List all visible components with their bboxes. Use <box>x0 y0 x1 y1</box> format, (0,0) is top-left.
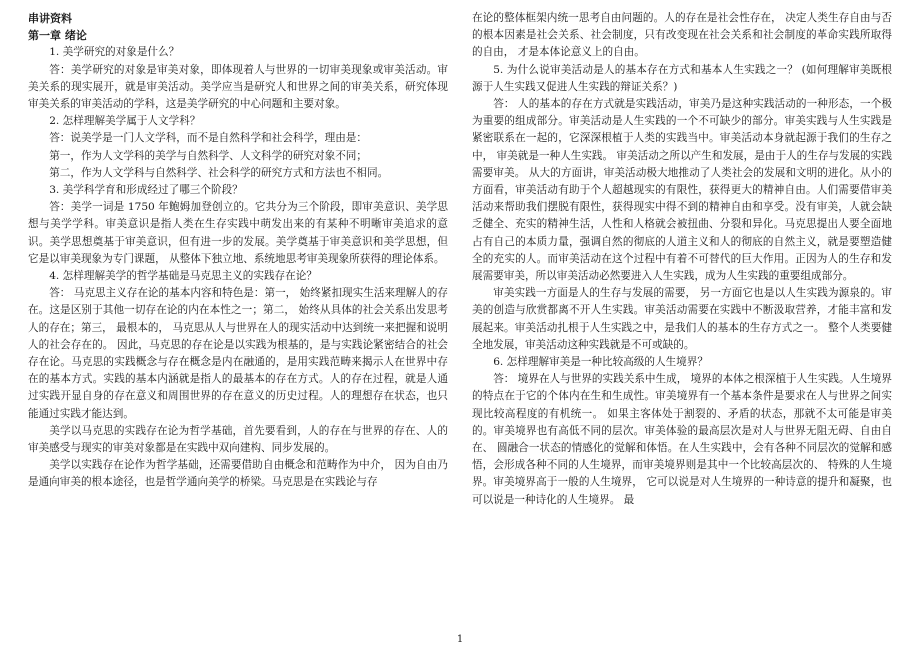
series-title: 串讲资料 <box>28 12 72 25</box>
answer-4-para-2: 美学以马克思的实践存在论为哲学基础，首先要看到，人的存在与世界的存在、人的审美感受与现实的审美对象都是在实践中双向建构、同步发展的。 <box>28 424 448 455</box>
right-column <box>472 10 892 509</box>
answer-3: 答：美学一词是 1750 年鲍姆加登创立的。它共分为三个阶段，即审美意识、美学思想与美学学科。审美意识是指人类在生存实践中萌发出来的有某种不明晰审美追求的意识。美学思想奠基于审美意识，但有进一步的发展。美学奠基于审美意识和美学思想，但它是以审美现象为专门课题， 从整体下独立地、系统地思考审美现象所获得的理论体系。 <box>28 201 448 265</box>
question-1: 1. 美学研究的对象是什么？ <box>49 46 180 59</box>
question-3: 3. 美学科学育和形成经过了哪三个阶段？ <box>49 184 243 197</box>
question-6: 6. 怎样理解审美是一种比较高级的人生境界？ <box>493 356 708 369</box>
question-5: 5. 为什么说审美活动是人的基本存在方式和基本人生实践之一？ (如何理解审美既根源于人生实践又促进人生实践的辩证关系？) <box>472 63 892 93</box>
answer-4-para-3: 美学以实践存在论作为哲学基础，还需要借助自由概念和范畴作为中介， 因为自由乃是通向审美的根本途径，也是哲学通向美学的桥梁。马克思是在实践论与存 <box>28 459 448 489</box>
answer-5-para-2: 审美实践一方面是人的生存与发展的需要， 另一方面它也是以人生实践为源泉的。审美的创造与欣赏都离不开人生实践。审美活动需要在实践中不断汲取营养，才能丰富和发展起来。审美活动扎根于人生实践之中，是我们人的基本的生存方式之一。 整个人类要健全地发展，审美活动这种实践就是不可或缺的。 <box>472 287 892 351</box>
left-column <box>28 10 448 509</box>
answer-4-continued: 在论的整体框架内统一思考自由问题的。人的存在是社会性存在， 决定人类生存自由与否的根本因素是社会关系、社会制度，只有改变现在社会关系和社会制度的革命实践所取得的自由， 才是本体论意义上的自由。 <box>472 12 892 59</box>
page-number: 1 <box>456 634 464 645</box>
question-2: 2. 怎样理解美学属于人文学科？ <box>49 115 201 128</box>
answer-6: 答： 境界在人与世界的实践关系中生成， 境界的本体之根深植于人生实践。人生境界的特点在于它的个体内在生和生成性。审美境界有一个基本条件是要求在人与世界之间实现比较高程度的有机统一。 如果主客体处于割裂的、矛盾的状态，那就不太可能是审美的。审美境界也有高低不同的层次。审美体验的最高层次是对人与世界无阻无碍、自由自在、 圆融合一状态的情感化的觉解和体悟。在人生实践中，会有各种不同层次的觉解和感悟，会形成各种不同的人生境界，而审美境界则是其中一个比较高层次的、 特殊的人生境界。审美境界高于一般的人生境界， 它可以说是对人生境界的一种诗意的提升和凝聚，也可以说是一种诗化的人生境界。 最 <box>472 373 892 506</box>
answer-2-point-2: 第二，作为人文学科与自然科学、社会科学的研究方式和方法也不相同。 <box>49 166 389 179</box>
answer-2-point-1: 第一，作为人文学科的美学与自然科学、人文科学的研究对象不同； <box>49 149 367 162</box>
answer-4: 答： 马克思主义存在论的基本内容和特色是：第一， 始终紧扣现实生活来理解人的存在。这是区别于其他一切存在论的内在本性之一；第二， 始终从具体的社会关系出发思考人的存在；第三， 最根本的， 马克思从人与世界在人的现实活动中达到统一来把握和说明人的社会存在的。 因此，马克思的存在论是以实践为根基的，是与实践论紧密结合的社会存在论。马克思的实践概念与存在概念是内在融通的，是用实践范畴来揭示人在世界中存在的基本方式。实践的基本内涵就是指人的最基本的存在方式。人的存在过程，就是人通过实践开显自身的存在意义和周围世界的存在意义的历史过程。人的理想存在状态，也只能通过实践才能达到。 <box>28 287 448 420</box>
answer-1: 答：美学研究的对象是审美对象，即体现着人与世界的一切审美现象或审美活动。审美关系的现实展开，就是审美活动。美学应当是研究人和世界之间的审美关系，研究体现审美关系的审美活动的学科，这是美学研究的中心问题和主要对象。 <box>28 63 448 111</box>
question-4: 4. 怎样理解美学的哲学基础是马克思主义的实践存在论？ <box>49 270 317 283</box>
answer-5: 答： 人的基本的存在方式就是实践活动，审美乃是这种实践活动的一种形态，一个极为重要的组成部分。审美活动是人生实践的一个不可缺少的部分。审美实践与人生实践是紧密联系在一起的，它深深根植于人类的实践当中。审美活动本身就起源于我们的生存之中， 审美就是一种人生实践。 审美活动之所以产生和发展，是由于人的生存与发展的实践需要审美。 从大的方面讲，审美活动极大地推动了人类社会的发展和文明的进化。从小的方面看，审美活动有助于个人超越现实的有限性，获得更大的精神自由。人们需要借审美活动来帮助我们摆脱有限性，获得现实中得不到的精神自由和享受。没有审美，人就会缺乏健全、充实的精神生活，人性和人格就会被扭曲、分裂和异化。马克思提出人要全面地占有自己的本质力量，强调自然的彻底的人道主义和人的彻底的自然主义，就是要塑造健全的充实的人。而审美活动在这个过程中有着不可替代的巨大作用。正因为人的生存和发展需要审美，所以审美活动必然要进入人生实践，成为人生实践的重要组成部分。 <box>472 98 892 283</box>
answer-2: 答：说美学是一门人文学科，而不是自然科学和社会科学，理由是： <box>49 132 367 145</box>
chapter-heading: 第一章 绪论 <box>28 29 87 43</box>
